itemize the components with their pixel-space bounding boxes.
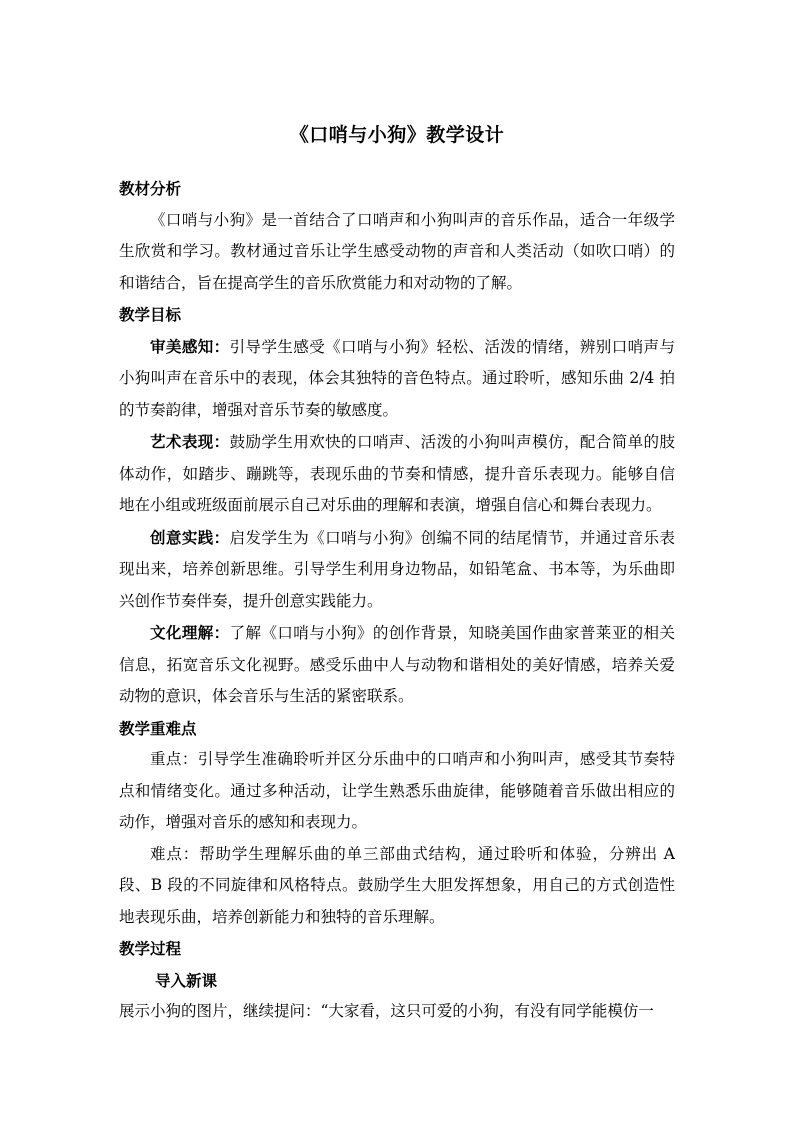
goal-text: 引导学生感受《口哨与小狗》轻松、活泼的情绪，辨别口哨声与小狗叫声在音乐中的表现，体会其独特的音色特点。通过聆听，感知乐曲 2/4 拍的节奏韵律，增强对音乐节奏的敏感度。: [119, 337, 675, 419]
goal-label: 审美感知：: [150, 336, 230, 356]
difficulty-paragraph: 难点：帮助学生理解乐曲的单三部曲式结构，通过聆听和体验，分辨出 A 段、B 段的不同旋律和风格特点。鼓励学生大胆发挥想象，用自己的方式创造性地表现乐曲，培养创新能力和独特的音乐理解。: [119, 844, 675, 926]
section-heading-teaching-goals: 教学目标: [119, 305, 182, 324]
goal-creative-practice: [119, 522, 675, 618]
key-point-paragraph: 重点：引导学生准确聆听并区分乐曲中的口哨声和小狗叫声，感受其节奏特点和情绪变化。通过多种活动，让学生熟悉乐曲旋律，能够随着音乐做出相应的动作，增强对音乐的感知和表现力。: [119, 750, 675, 831]
section-heading-material-analysis: 教材分析: [119, 179, 182, 198]
material-analysis-paragraph: 《口哨与小狗》是一首结合了口哨声和小狗叫声的音乐作品，适合一年级学生欣赏和学习。教材通过音乐让学生感受动物的声音和人类活动（如吹口哨）的和谐结合，旨在提高学生的音乐欣赏能力和对动物的了解。: [119, 210, 675, 292]
document-title: 《口哨与小狗》教学设计: [289, 124, 505, 146]
goal-label: 创意实践：: [150, 527, 230, 547]
section-heading-key-points: 教学重难点: [119, 718, 197, 738]
goal-text: 了解《口哨与小狗》的创作背景，知晓美国作曲家普莱亚的相关信息，拓宽音乐文化视野。感受乐曲中人与动物和谐相处的美好情感，培养关爱动物的意识，体会音乐与生活的紧密联系。: [119, 624, 675, 705]
section-heading-teaching-process: 教学过程: [119, 939, 182, 958]
goal-label: 艺术表现：: [150, 432, 230, 451]
goal-artistic-expression: [119, 426, 675, 522]
goal-aesthetic-perception: [119, 331, 675, 427]
goal-label: 文化理解：: [150, 623, 230, 642]
goal-text: 启发学生为《口哨与小狗》创编不同的结尾情节，并通过音乐表现出来，培养创新思维。引导学生利用身边物品，如铅笔盒、书本等，为乐曲即兴创作节奏伴奏，提升创意实践能力。: [119, 528, 675, 610]
goal-cultural-understanding: [119, 617, 675, 713]
goal-text: 鼓励学生用欢快的口哨声、活泼的小狗叫声模仿，配合简单的肢体动作，如踏步、蹦跳等，表现乐曲的节奏和情感，提升音乐表现力。能够自信地在小组或班级面前展示自己对乐曲的理解和表演，增强自信心和舞台表现力。: [119, 433, 675, 514]
subheading-introduction: 导入新课: [155, 970, 218, 990]
document-body: [119, 173, 675, 1028]
introduction-paragraph: 展示小狗的图片，继续提问：“大家看，这只可爱的小狗，有没有同学能模仿一: [119, 1002, 654, 1020]
